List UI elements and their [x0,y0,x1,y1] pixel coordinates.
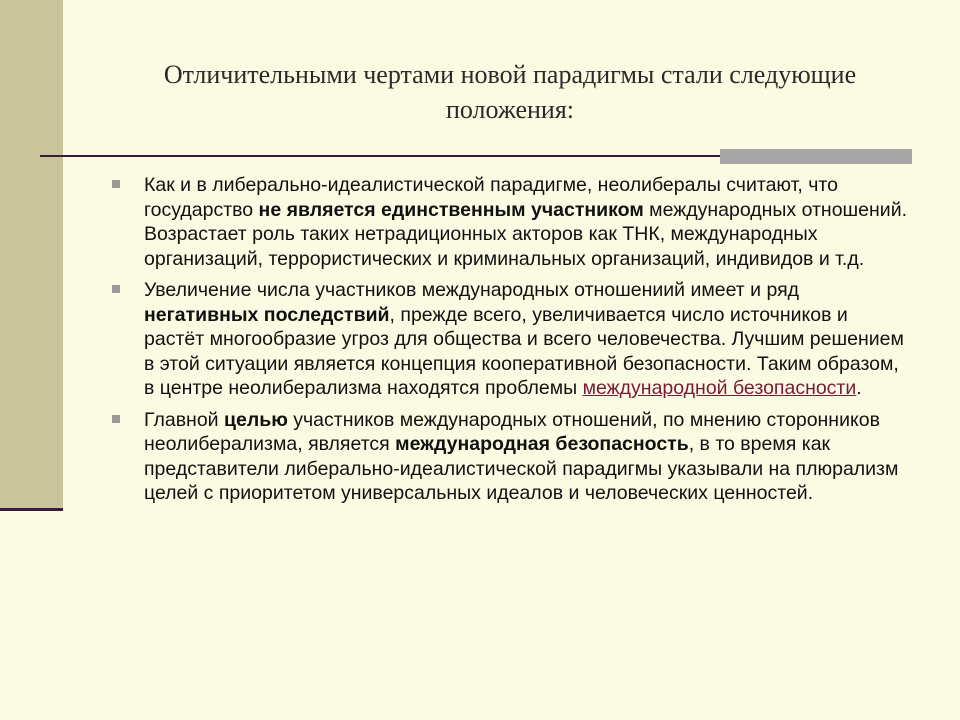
side-decor-band [0,0,63,510]
bullet-text-segment: , в то время как представители либерально-идеалистической парадигмы указывали на плюрализм целей с приоритетом универсальных идеалов и человеческих ценностей. [144,433,899,504]
bullet-bold-segment: международная безопасность [395,433,689,455]
bullet-text-segment: Увеличение числа участников международных отношениий имеет и ряд [144,279,800,301]
bullet-text-segment: участников международных отношений, по мнению сторонников неолиберализма, является [144,408,880,455]
bullet-text-segment: Главной [144,408,224,431]
bullet-item [110,408,910,506]
bullet-square-icon [112,415,120,423]
bullet-list [110,173,910,513]
bullet-bold-segment: негативных последствий [144,303,390,326]
bullet-text-segment: Как и в либерально-идеалистической парадигме, неолибералы считают, что государство [144,174,838,221]
bullet-text-segment: . [856,377,862,399]
bullet-item [110,173,910,271]
side-decor-rule [0,508,63,511]
title-accent-bar [720,149,912,164]
bullet-text [144,409,898,505]
bullet-bold-segment: целью [223,408,288,431]
bullet-bold-segment: не является единственным участником [258,198,644,221]
bullet-square-icon [112,285,120,293]
bullet-text-segment: международных отношений. Возрастает роль таких нетрадиционных акторов как ТНК, международных организаций, террористических и криминальных организаций, индивидов и т.д. [144,198,907,270]
bullet-square-icon [112,180,120,188]
bullet-text [144,174,907,270]
bullet-text-segment: , прежде всего, увеличивается число источников и растёт многообразие угроз для общества и всего человечества. Лучшим решением в этой ситуации является концепция кооперативной безопасности. Таким образом, в центре неолиберализма находятся проблемы [144,303,904,399]
bullet-text [144,279,904,399]
international-security-link[interactable]: международной безопасности [582,377,857,399]
bullet-item [110,278,910,401]
slide-title: Отличительными чертами новой парадигмы стали следующие положения: [163,60,857,124]
